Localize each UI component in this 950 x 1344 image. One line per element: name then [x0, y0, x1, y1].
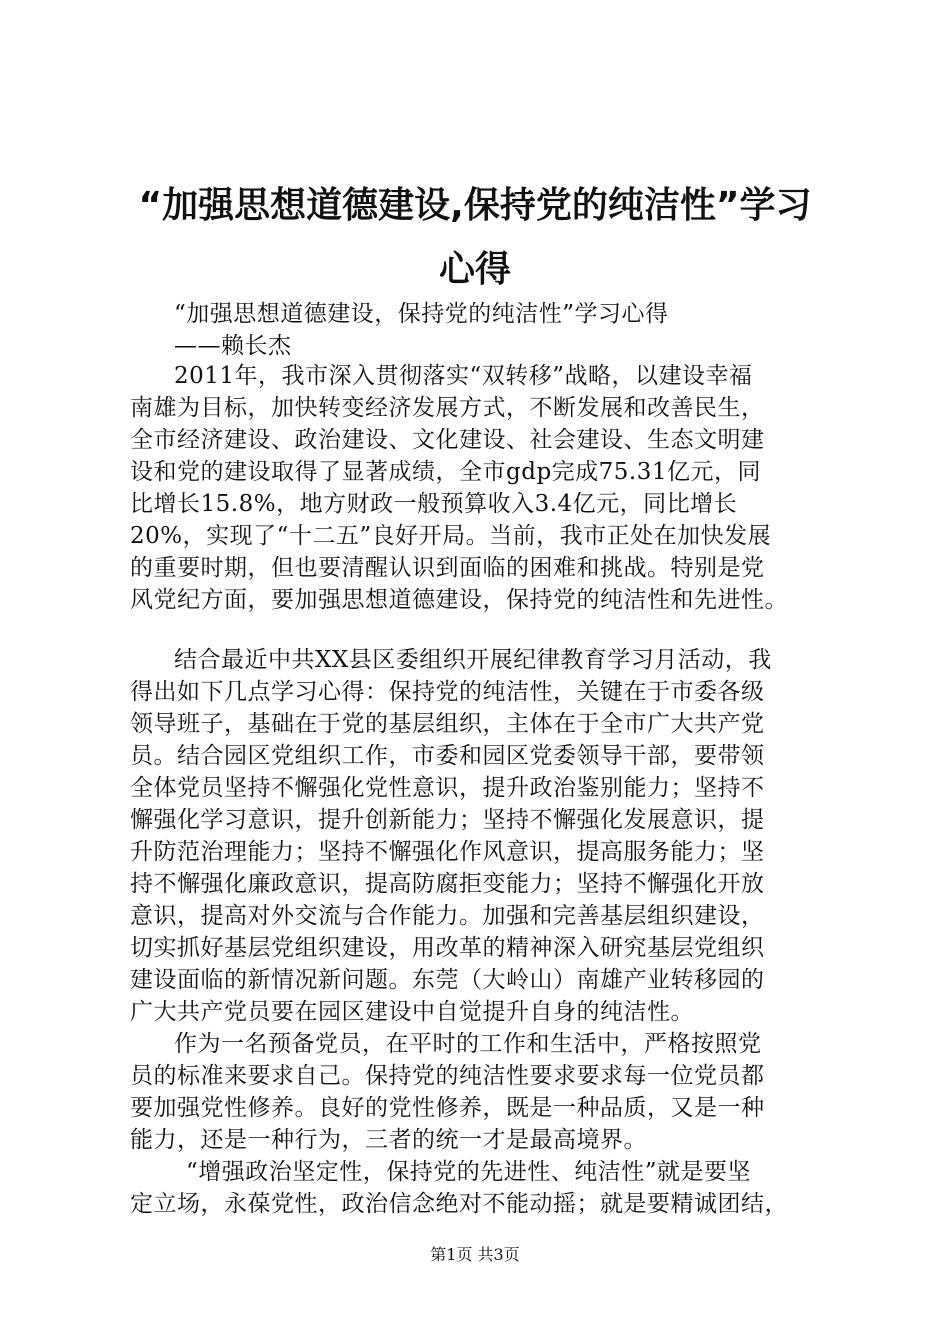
paragraph-line: 全市经济建设、政治建设、文化建设、社会建设、生态文明建 — [130, 427, 765, 453]
page-footer: 第1页 共3页 — [430, 1245, 520, 1264]
document-title-line-1: “加强思想道德建设,保持党的纯洁性”学习 — [138, 185, 812, 226]
paragraph-line: 切实抓好基层党组织建设，用改革的精神深入研究基层党组织 — [130, 935, 765, 961]
paragraph-line: 设和党的建设取得了显著成绩，全市gdp完成75.31亿元，同 — [130, 459, 762, 485]
paragraph-line: 结合最近中共XX县区委组织开展纪律教育学习月活动，我 — [174, 647, 772, 673]
paragraph-line: 比增长15.8%，地方财政一般预算收入3.4亿元，同比增长 — [130, 491, 738, 517]
paragraph-line: 员的标准来要求自己。保持党的纯洁性要求要求每一位党员都 — [130, 1063, 765, 1089]
paragraph-line: 升防范治理能力；坚持不懈强化作风意识，提高服务能力；坚 — [130, 839, 765, 865]
paragraph-line: 员。结合园区党组织工作，市委和园区党委领导干部，要带领 — [130, 743, 765, 769]
subtitle: “加强思想道德建设，保持党的纯洁性”学习心得 — [174, 301, 669, 327]
paragraph-line: 意识，提高对外交流与合作能力。加强和完善基层组织建设， — [130, 903, 765, 929]
paragraph-line: 领导班子，基础在于党的基层组织，主体在于全市广大共产党 — [130, 711, 765, 737]
paragraph-line: 南雄为目标，加快转变经济发展方式，不断发展和改善民生， — [130, 395, 765, 421]
document-title-line-2: 心得 — [438, 249, 511, 290]
paragraph-line: 能力，还是一种行为，三者的统一才是最高境界。 — [130, 1127, 647, 1153]
paragraph-line: 广大共产党员要在园区建设中自觉提升自身的纯洁性。 — [130, 999, 694, 1025]
paragraph-line: 2011年，我市深入贯彻落实“双转移”战略，以建设幸福 — [174, 363, 753, 389]
paragraph-line: 建设面临的新情况新问题。东莞（大岭山）南雄产业转移园的 — [130, 967, 765, 993]
paragraph-line: 要加强党性修养。良好的党性修养，既是一种品质，又是一种 — [130, 1095, 765, 1121]
paragraph-line: 作为一名预备党员，在平时的工作和生活中，严格按照党 — [174, 1031, 762, 1057]
paragraph-line: 持不懈强化廉政意识，提高防腐拒变能力；坚持不懈强化开放 — [130, 871, 765, 897]
paragraph-line: 的重要时期，但也要清醒认识到面临的困难和挑战。特别是党 — [130, 555, 765, 581]
paragraph-line: 懈强化学习意识，提升创新能力；坚持不懈强化发展意识，提 — [130, 807, 765, 833]
paragraph-line: 全体党员坚持不懈强化党性意识，提升政治鉴别能力；坚持不 — [130, 775, 765, 801]
paragraph-line: 20%，实现了“十二五”良好开局。当前，我市正处在加快发展 — [130, 523, 772, 549]
paragraph-line: 定立场，永葆党性，政治信念绝对不能动摇；就是要精诚团结， — [130, 1191, 788, 1217]
paragraph-line: 得出如下几点学习心得：保持党的纯洁性，关键在于市委各级 — [130, 679, 765, 705]
paragraph-line: 风党纪方面，要加强思想道德建设，保持党的纯洁性和先进性。 — [130, 587, 788, 613]
author-line: ——赖长杰 — [174, 333, 292, 359]
paragraph-line: “增强政治坚定性，保持党的先进性、纯洁性”就是要坚 — [186, 1159, 752, 1185]
